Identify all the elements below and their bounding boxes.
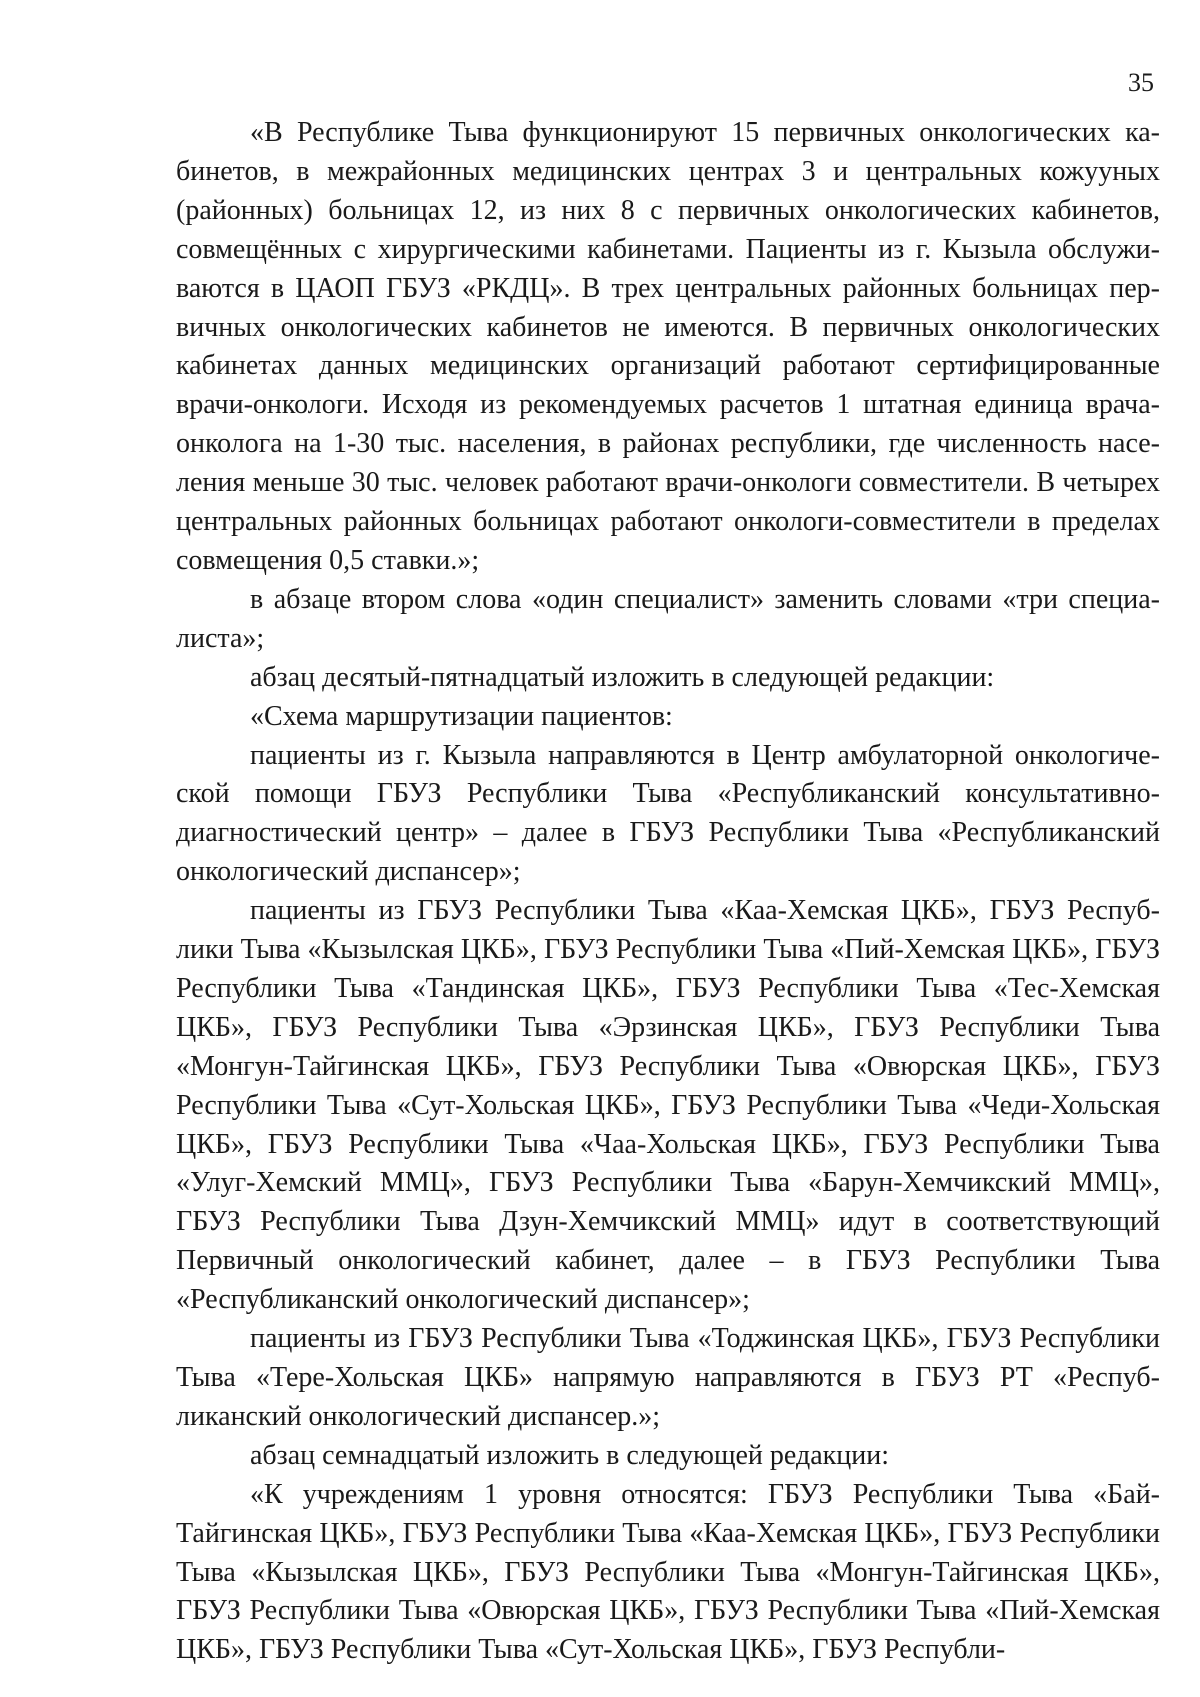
paragraph-routing-direct: пациенты из ГБУЗ Республики Тыва «Тоджинская ЦКБ», ГБУЗ Республики Тыва «Тере-Хольская ЦКБ» напрямую направляются в ГБУЗ РТ «Республиканский онкологический диспансер.»;: [176, 1323, 1160, 1432]
paragraph-level-one-institutions: «К учреждениям 1 уровня относятся: ГБУЗ Республики Тыва «Бай-Тайгинская ЦКБ», ГБУЗ Республики Тыва «Каа-Хемская ЦКБ», ГБУЗ Республики Тыва «Кызылская ЦКБ», ГБУЗ Республики Тыва «Монгун-Тайгинская ЦКБ», ГБУЗ Республики Тыва «Овюрская ЦКБ», ГБУЗ Республики Тыва «Пий-Хемская ЦКБ», ГБУЗ Республики Тыва «Сут-Хольская ЦКБ», ГБУЗ Республи-: [176, 1478, 1160, 1666]
paragraph-amended-text: «В Республике Тыва функционируют 15 первичных онкологических кабинетов, в межрайонных медицинских центрах 3 и центральных кожууных (районных) больницах 12, из них 8 с первичных онкологических кабинетов, совмещённых с хирургическими кабинетами. Пациенты из г. Кызыла обслуживаются в ЦАОП ГБУЗ «РКДЦ». В трех центральных районных больницах первичных онкологических кабинетов не имеются. В первичных онкологических кабинетах данных медицинских организаций работают сертифицированные врачи-онкологи. Исходя из рекомендуемых расчетов 1 штатная единица врача-онколога на 1-30 тыс. населения, в районах республики, где численность населения меньше 30 тыс. человек работают врачи-онкологи совместители. В четырех центральных районных больницах работают онкологи-совместители в пределах совмещения 0,5 ставки.»;: [176, 117, 1160, 576]
paragraph-routing-kyzyl: пациенты из г. Кызыла направляются в Центр амбулаторной онкологической помощи ГБУЗ Республики Тыва «Республиканский консультативно-диагностический центр» – далее в ГБУЗ Республики Тыва «Республиканский онкологический диспансер»;: [176, 739, 1160, 888]
paragraph-amendment-tenth-fifteenth: абзац десятый-пятнадцатый изложить в следующей редакции:: [250, 661, 995, 693]
paragraph-routing-districts: пациенты из ГБУЗ Республики Тыва «Каа-Хемская ЦКБ», ГБУЗ Республики Тыва «Кызылская ЦКБ», ГБУЗ Республики Тыва «Пий-Хемская ЦКБ», ГБУЗ Республики Тыва «Тандинская ЦКБ», ГБУЗ Республики Тыва «Тес-Хемская ЦКБ», ГБУЗ Республики Тыва «Эрзинская ЦКБ», ГБУЗ Республики Тыва «Монгун-Тайгинская ЦКБ», ГБУЗ Республики Тыва «Овюрская ЦКБ», ГБУЗ Республики Тыва «Сут-Хольская ЦКБ», ГБУЗ Республики Тыва «Чеди-Хольская ЦКБ», ГБУЗ Республики Тыва «Чаа-Хольская ЦКБ», ГБУЗ Республики Тыва «Улуг-Хемский ММЦ», ГБУЗ Республики Тыва «Барун-Хемчикский ММЦ», ГБУЗ Республики Тыва Дзун-Хемчикский ММЦ» идут в соответствующий Первичный онкологический кабинет, далее – в ГБУЗ Республики Тыва «Республиканский онкологический диспансер»;: [176, 895, 1160, 1316]
paragraph-amendment-second-abzac: в абзаце втором слова «один специалист» заменить словами «три специалиста»;: [176, 583, 1160, 654]
paragraph-amendment-seventeenth: абзац семнадцатый изложить в следующей редакции:: [250, 1439, 889, 1471]
page-number: 35: [1128, 68, 1154, 97]
paragraph-routing-heading: «Схема маршрутизации пациентов:: [250, 700, 673, 732]
document-body: [176, 114, 1160, 1670]
